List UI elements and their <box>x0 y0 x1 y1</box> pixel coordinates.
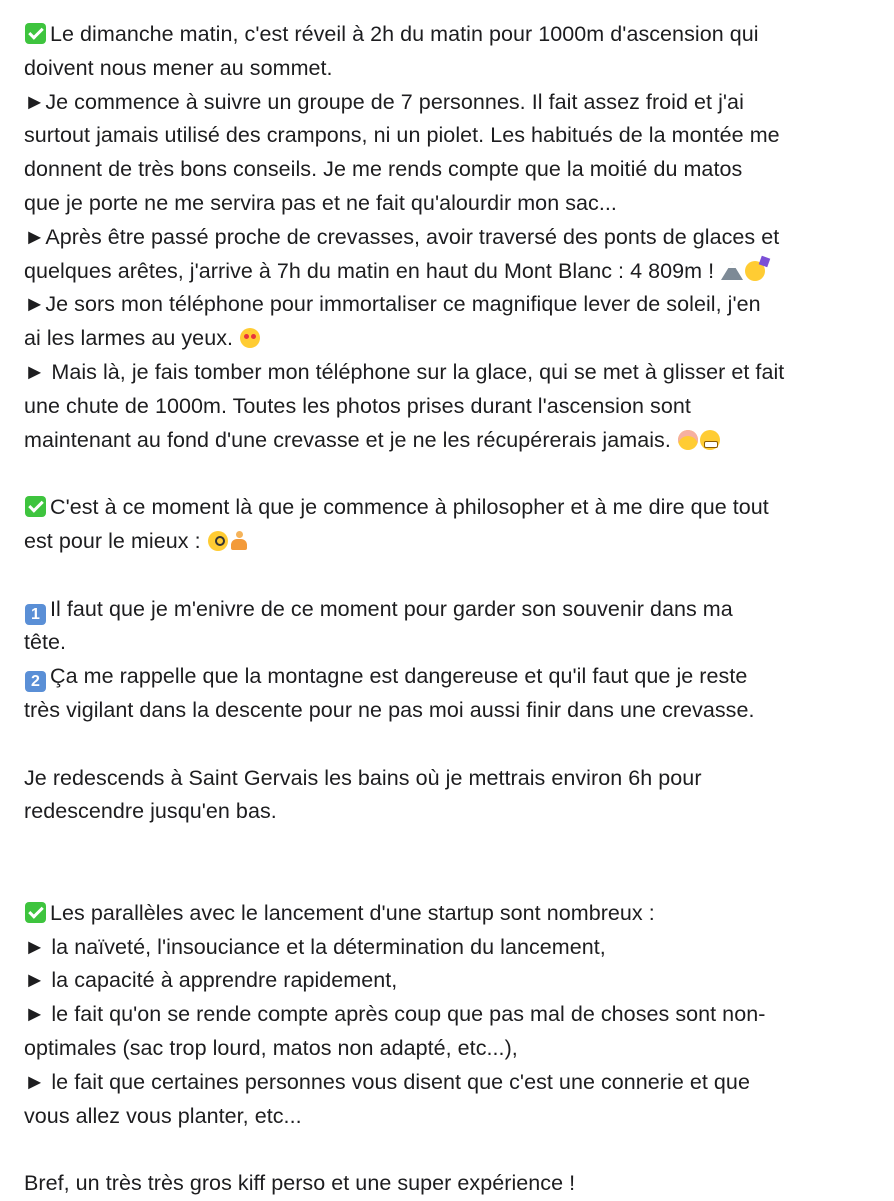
smiling-face-with-heart-eyes-icon <box>240 328 260 348</box>
grimacing-face-icon <box>700 430 720 450</box>
snow-capped-mountain-icon <box>721 262 743 280</box>
paragraph-line: ► Mais là, je fais tomber mon téléphone sur la glace, qui se met à glisser et fait <box>24 359 785 384</box>
paragraph-line: est pour le mieux : <box>24 525 874 559</box>
blank-line <box>24 1133 874 1167</box>
partying-face-icon <box>745 261 765 281</box>
paragraph-line: 2 Ça me rappelle que la montagne est dangereuse et qu'il faut que je reste <box>24 660 874 694</box>
paragraph-line: ►Je commence à suivre un groupe de 7 personnes. Il fait assez froid et j'ai <box>24 89 744 114</box>
blank-line <box>24 829 874 863</box>
keycap-one-icon: 1 <box>25 604 46 625</box>
paragraph-line: très vigilant dans la descente pour ne pas moi aussi finir dans une crevasse. <box>24 697 755 722</box>
paragraph-line: doivent nous mener au sommet. <box>24 55 333 80</box>
paragraph-line: ai les larmes au yeux. <box>24 322 874 356</box>
blank-line <box>24 559 874 593</box>
face-with-monocle-icon <box>208 531 228 551</box>
paragraph-line: optimales (sac trop lourd, matos non adapté, etc...), <box>24 1035 518 1060</box>
paragraph-line: redescendre jusqu'en bas. <box>24 799 277 824</box>
paragraph-line: surtout jamais utilisé des crampons, ni un piolet. Les habitués de la montée me <box>24 123 780 148</box>
check-mark-button-icon <box>25 496 46 517</box>
paragraph-line: que je porte ne me servira pas et ne fait qu'alourdir mon sac... <box>24 190 617 215</box>
paragraph-line: ► le fait qu'on se rende compte après coup que pas mal de choses sont non- <box>24 1002 766 1027</box>
paragraph-line: vous allez vous planter, etc... <box>24 1103 302 1128</box>
paragraph-line: 1 Il faut que je m'enivre de ce moment pour garder son souvenir dans ma <box>24 593 874 627</box>
blank-line <box>24 863 874 897</box>
blank-line <box>24 457 874 491</box>
paragraph-line: ► la naïveté, l'insouciance et la détermination du lancement, <box>24 934 606 959</box>
paragraph-line: C'est à ce moment là que je commence à philosopher et à me dire que tout <box>24 491 874 525</box>
check-mark-button-icon <box>25 23 46 44</box>
paragraph-line: Bref, un très très gros kiff perso et une super expérience ! <box>24 1171 576 1196</box>
post-text <box>24 18 874 1201</box>
blank-line <box>24 728 874 762</box>
paragraph-line: une chute de 1000m. Toutes les photos prises durant l'ascension sont <box>24 393 691 418</box>
check-mark-button-icon <box>25 902 46 923</box>
exploding-head-icon <box>678 430 698 450</box>
paragraph-line: Je redescends à Saint Gervais les bains où je mettrais environ 6h pour <box>24 765 702 790</box>
paragraph-line: ►Après être passé proche de crevasses, avoir traversé des ponts de glaces et <box>24 224 780 249</box>
paragraph-line: ► le fait que certaines personnes vous disent que c'est une connerie et que <box>24 1069 750 1094</box>
paragraph-line: tête. <box>24 630 67 655</box>
paragraph-line: ►Je sors mon téléphone pour immortaliser ce magnifique lever de soleil, j'en <box>24 292 761 317</box>
paragraph-line: donnent de très bons conseils. Je me rends compte que la moitié du matos <box>24 157 743 182</box>
paragraph-line: maintenant au fond d'une crevasse et je ne les récupérerais jamais. <box>24 424 874 458</box>
paragraph-line: quelques arêtes, j'arrive à 7h du matin en haut du Mont Blanc : 4 809m ! <box>24 255 874 289</box>
keycap-two-icon: 2 <box>25 671 46 692</box>
paragraph-line: Les parallèles avec le lancement d'une startup sont nombreux : <box>24 897 874 931</box>
paragraph-line: ► la capacité à apprendre rapidement, <box>24 968 398 993</box>
paragraph-line: Le dimanche matin, c'est réveil à 2h du matin pour 1000m d'ascension qui <box>24 18 874 52</box>
person-in-lotus-position-icon <box>230 531 248 551</box>
